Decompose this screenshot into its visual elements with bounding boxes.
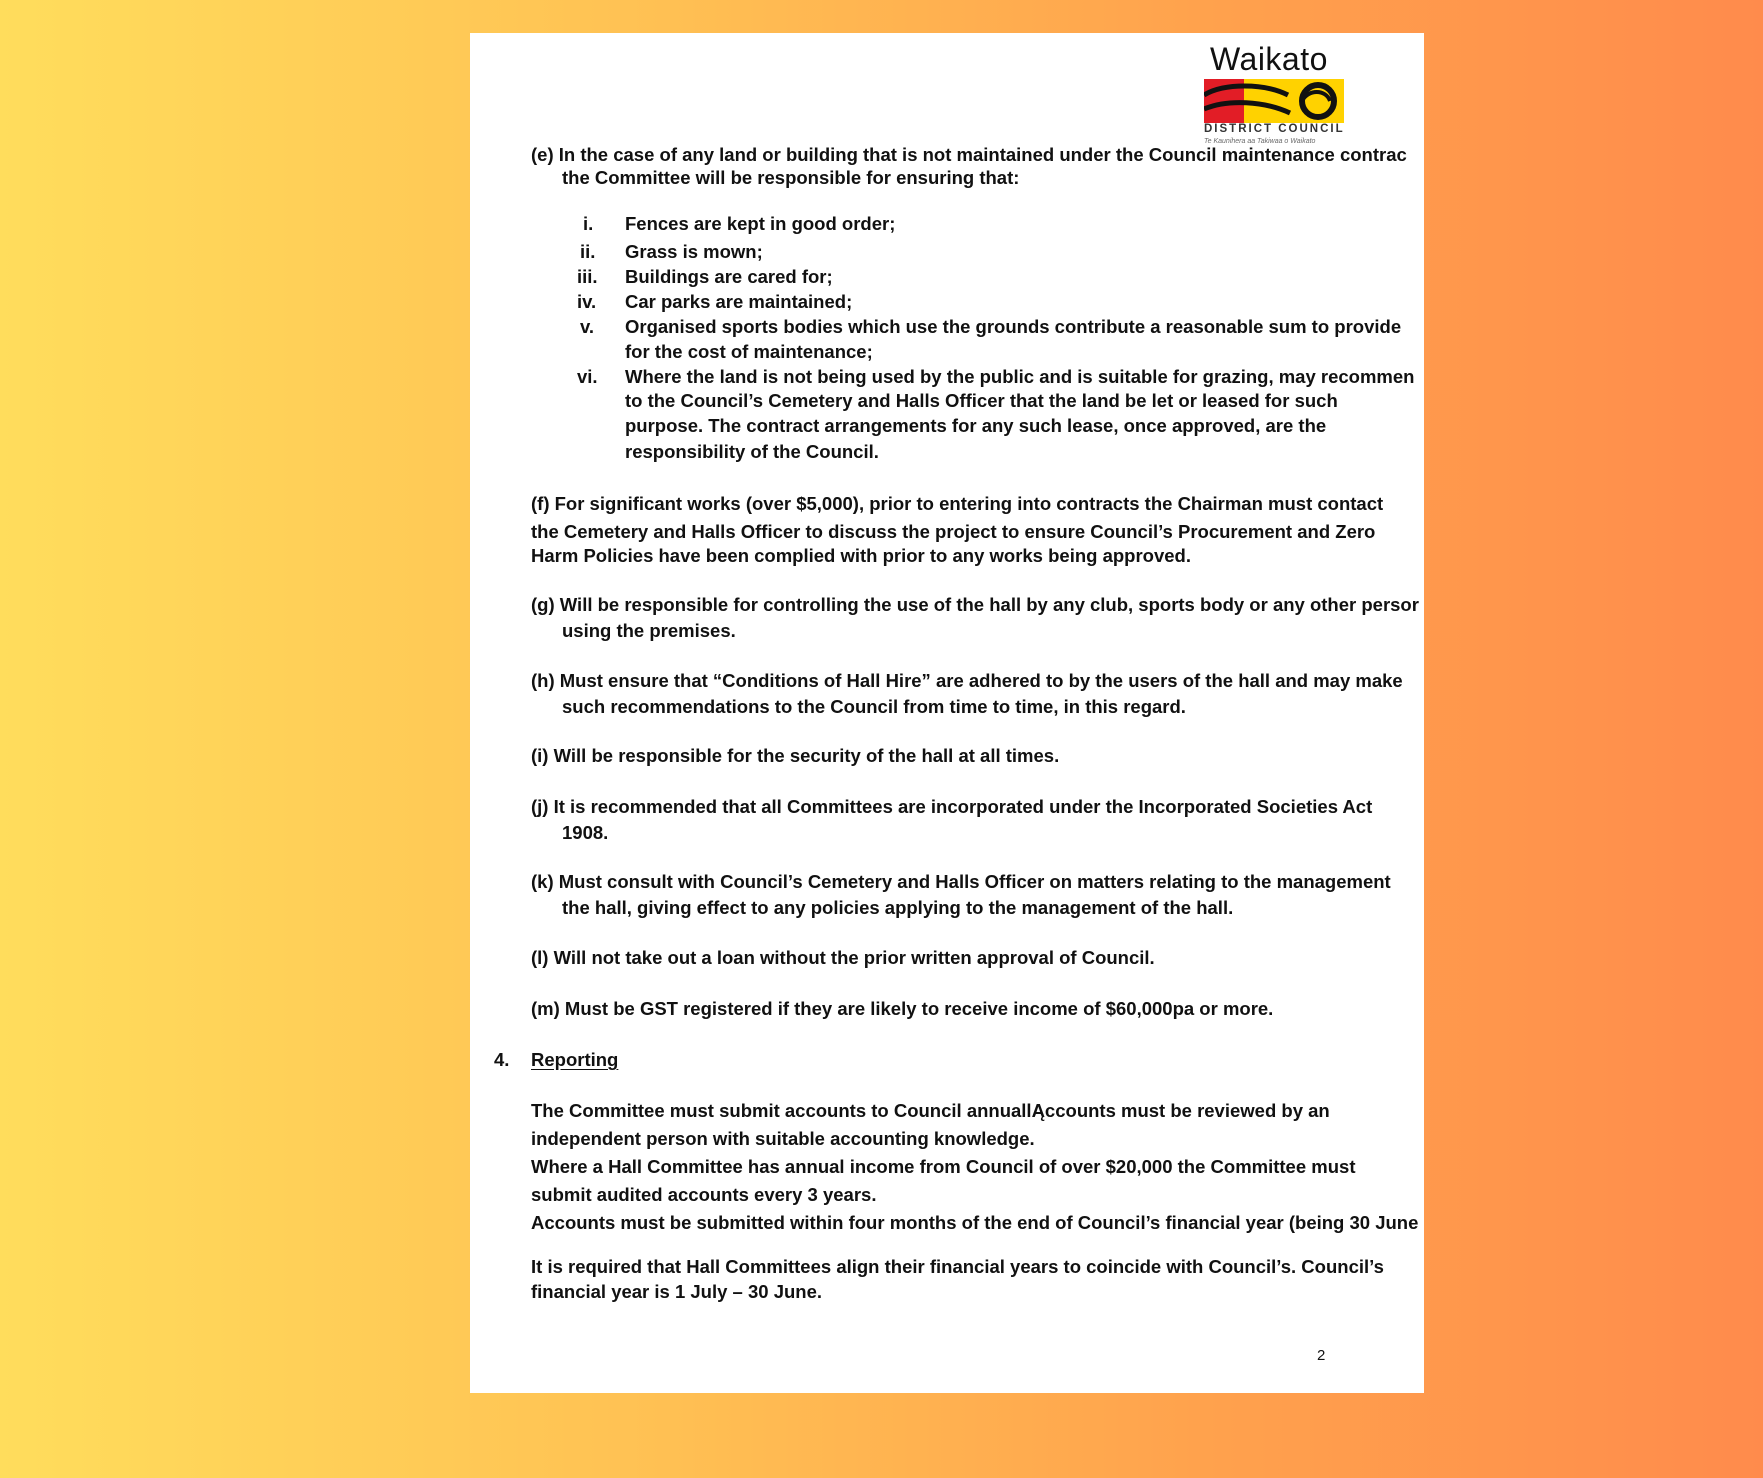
clause-m-line: (m) Must be GST registered if they are likely to receive income of $60,000pa or more. (531, 998, 1274, 1019)
section-number: 4. (494, 1049, 510, 1070)
clause-k-line2: the hall, giving effect to any policies applying to the management of the hall. (562, 897, 1234, 918)
list-item-number: v. (580, 316, 595, 337)
list-item-number: i. (583, 213, 594, 234)
clause-l-line: (l) Will not take out a loan without the prior written approval of Council. (531, 947, 1155, 968)
list-item-number: iv. (577, 291, 597, 312)
list-item-text: purpose. The contract arrangements for any such lease, once approved, are the (625, 415, 1327, 436)
list-item-text: for the cost of maintenance; (625, 341, 873, 362)
logo-wordmark: Waikato (1210, 41, 1328, 77)
section-heading: Reporting (531, 1049, 619, 1070)
reporting-line: independent person with suitable accounting knowledge. (531, 1128, 1035, 1149)
reporting-line: Where a Hall Committee has annual income from Council of over $20,000 the Committee must (531, 1156, 1356, 1177)
clause-k-line1: (k) Must consult with Council’s Cemetery and Halls Officer on matters relating to the management (531, 871, 1391, 892)
list-item-text: to the Council’s Cemetery and Halls Officer that the land be let or leased for such (625, 390, 1338, 411)
clause-e-line1: (e) In the case of any land or building that is not maintained under the Council maintenance contrac (531, 144, 1407, 165)
logo-subtitle: DISTRICT COUNCIL (1204, 123, 1345, 135)
logo-mark-icon (1204, 79, 1344, 123)
clause-e-line2: the Committee will be responsible for ensuring that: (562, 167, 1020, 188)
list-item-text: Fences are kept in good order; (625, 213, 896, 234)
list-item-number: iii. (577, 266, 598, 287)
list-item-text: Buildings are cared for; (625, 266, 833, 287)
page-number: 2 (1317, 1347, 1326, 1364)
clause-i-line: (i) Will be responsible for the security of the hall at all times. (531, 745, 1060, 766)
financial-year-line: It is required that Hall Committees align their financial years to coincide with Council’s. Council’s (531, 1256, 1384, 1277)
list-item-text: Organised sports bodies which use the grounds contribute a reasonable sum to provide (625, 316, 1402, 337)
clause-j-line2: 1908. (562, 822, 609, 843)
reporting-line: The Committee must submit accounts to Council annuallĄccounts must be reviewed by an (531, 1100, 1330, 1121)
clause-f-line: (f) For significant works (over $5,000), prior to entering into contracts the Chairman must contact (531, 493, 1384, 514)
reporting-line: submit audited accounts every 3 years. (531, 1184, 877, 1205)
list-item-number: ii. (580, 241, 596, 262)
financial-year-line: financial year is 1 July – 30 June. (531, 1281, 823, 1302)
list-item-number: vi. (577, 366, 598, 387)
clause-j-line1: (j) It is recommended that all Committees are incorporated under the Incorporated Societies Act (531, 796, 1373, 817)
clause-f-line: Harm Policies have been complied with prior to any works being approved. (531, 545, 1191, 566)
list-item-text: Grass is mown; (625, 241, 763, 262)
list-item-text: responsibility of the Council. (625, 441, 879, 462)
clause-g-line2: using the premises. (562, 620, 736, 641)
clause-h-line2: such recommendations to the Council from time to time, in this regard. (562, 696, 1186, 717)
logo-tagline: Te Kaunihera aa Takiwaa o Waikato (1204, 138, 1316, 145)
council-logo (1204, 41, 1354, 151)
list-item-text: Car parks are maintained; (625, 291, 853, 312)
document-page (470, 33, 1424, 1393)
clause-f-line: the Cemetery and Halls Officer to discuss the project to ensure Council’s Procurement and Zero (531, 521, 1376, 542)
list-item-text: Where the land is not being used by the public and is suitable for grazing, may recommen (625, 366, 1415, 387)
reporting-line: Accounts must be submitted within four months of the end of Council’s financial year (being 30 June (531, 1212, 1419, 1233)
clause-h-line1: (h) Must ensure that “Conditions of Hall Hire” are adhered to by the users of the hall and may make (531, 670, 1403, 691)
clause-g-line1: (g) Will be responsible for controlling the use of the hall by any club, sports body or any other persor (531, 594, 1419, 615)
